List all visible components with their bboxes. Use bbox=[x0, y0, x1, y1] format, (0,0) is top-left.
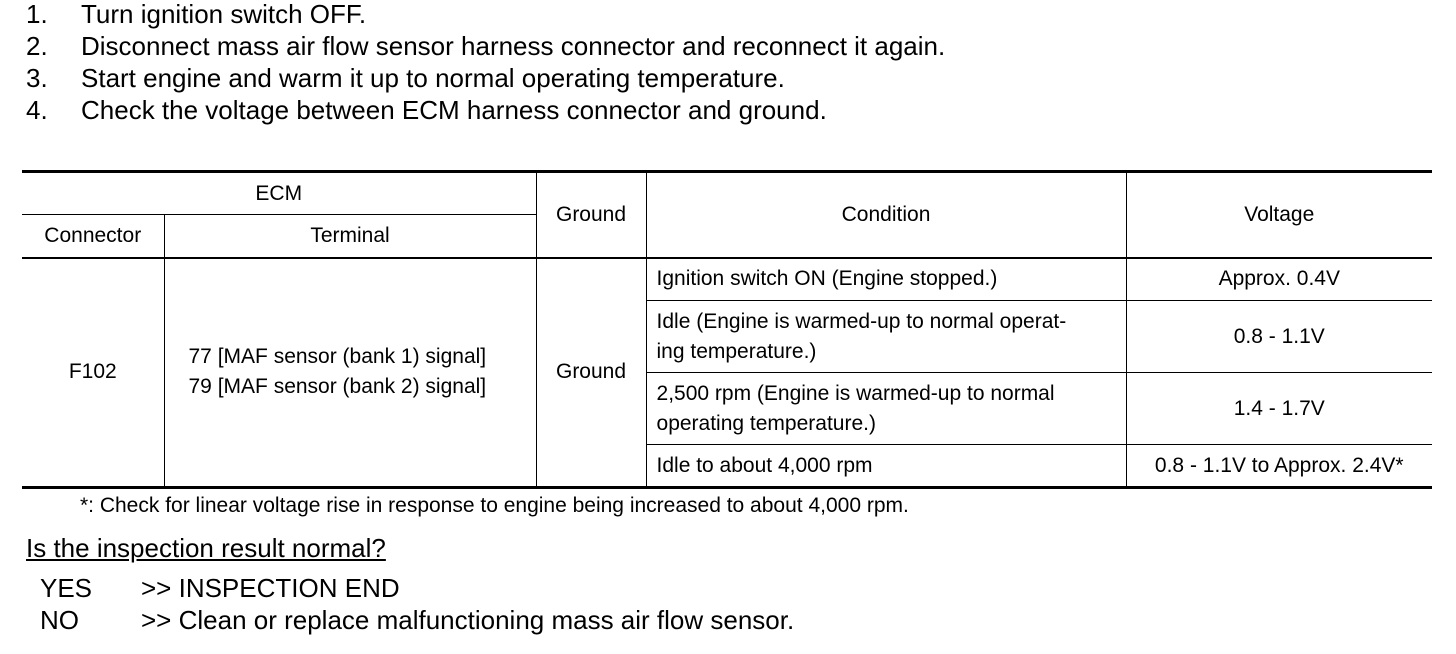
connector-cell: F102 bbox=[22, 258, 164, 488]
table-footnote: *: Check for linear voltage rise in response to engine being increased to about 4,000 rpm. bbox=[80, 494, 909, 517]
answer-yes bbox=[40, 572, 794, 604]
condition-cell bbox=[646, 445, 1126, 488]
step-item bbox=[26, 0, 945, 30]
condition-line: Ignition switch ON (Engine stopped.) bbox=[656, 267, 998, 291]
step-text: Turn ignition switch OFF. bbox=[81, 0, 367, 29]
answer-text: >> INSPECTION END bbox=[141, 573, 400, 603]
step-item bbox=[26, 94, 945, 126]
condition-line: operating temperature.) bbox=[656, 411, 876, 435]
condition-line: Idle (Engine is warmed-up to normal operat- bbox=[656, 309, 1067, 333]
table-row bbox=[22, 258, 1432, 301]
ground-cell: Ground bbox=[536, 258, 646, 488]
header-voltage: Voltage bbox=[1126, 172, 1432, 258]
procedure-steps bbox=[26, 0, 945, 126]
answer-no bbox=[40, 604, 794, 636]
terminal-cell bbox=[164, 258, 536, 488]
condition-cell bbox=[646, 373, 1126, 445]
step-text: Check the voltage between ECM harness connector and ground. bbox=[81, 95, 827, 125]
voltage-cell: 0.8 - 1.1V bbox=[1126, 301, 1432, 373]
step-number: 4. bbox=[26, 95, 48, 125]
step-text: Disconnect mass air flow sensor harness connector and reconnect it again. bbox=[81, 31, 946, 61]
header-ecm: ECM bbox=[22, 172, 536, 215]
terminal-line: 77 [MAF sensor (bank 1) signal] bbox=[188, 345, 487, 369]
voltage-cell: Approx. 0.4V bbox=[1126, 258, 1432, 301]
condition-line: ing temperature.) bbox=[656, 339, 817, 363]
header-terminal: Terminal bbox=[164, 215, 536, 258]
step-number: 3. bbox=[26, 63, 48, 93]
terminal-line: 79 [MAF sensor (bank 2) signal] bbox=[188, 375, 487, 399]
voltage-cell: 0.8 - 1.1V to Approx. 2.4V* bbox=[1126, 445, 1432, 488]
step-item bbox=[26, 62, 945, 94]
condition-cell bbox=[646, 258, 1126, 301]
inspection-question: Is the inspection result normal? bbox=[26, 533, 386, 563]
condition-cell bbox=[646, 301, 1126, 373]
step-number: 2. bbox=[26, 31, 48, 61]
condition-line: Idle to about 4,000 rpm bbox=[656, 453, 873, 477]
answer-list bbox=[40, 572, 794, 636]
step-item bbox=[26, 30, 945, 62]
table-header-row bbox=[22, 172, 1432, 215]
condition-line: 2,500 rpm (Engine is warmed-up to normal bbox=[656, 381, 1055, 405]
header-ground: Ground bbox=[536, 172, 646, 258]
answer-text: >> Clean or replace malfunctioning mass air flow sensor. bbox=[141, 605, 795, 635]
header-condition: Condition bbox=[646, 172, 1126, 258]
voltage-cell: 1.4 - 1.7V bbox=[1126, 373, 1432, 445]
voltage-spec-table bbox=[22, 170, 1432, 489]
header-connector: Connector bbox=[22, 215, 164, 258]
answer-key: YES bbox=[40, 573, 93, 603]
answer-key: NO bbox=[40, 605, 79, 635]
step-text: Start engine and warm it up to normal operating temperature. bbox=[81, 63, 785, 93]
step-number: 1. bbox=[26, 0, 48, 29]
